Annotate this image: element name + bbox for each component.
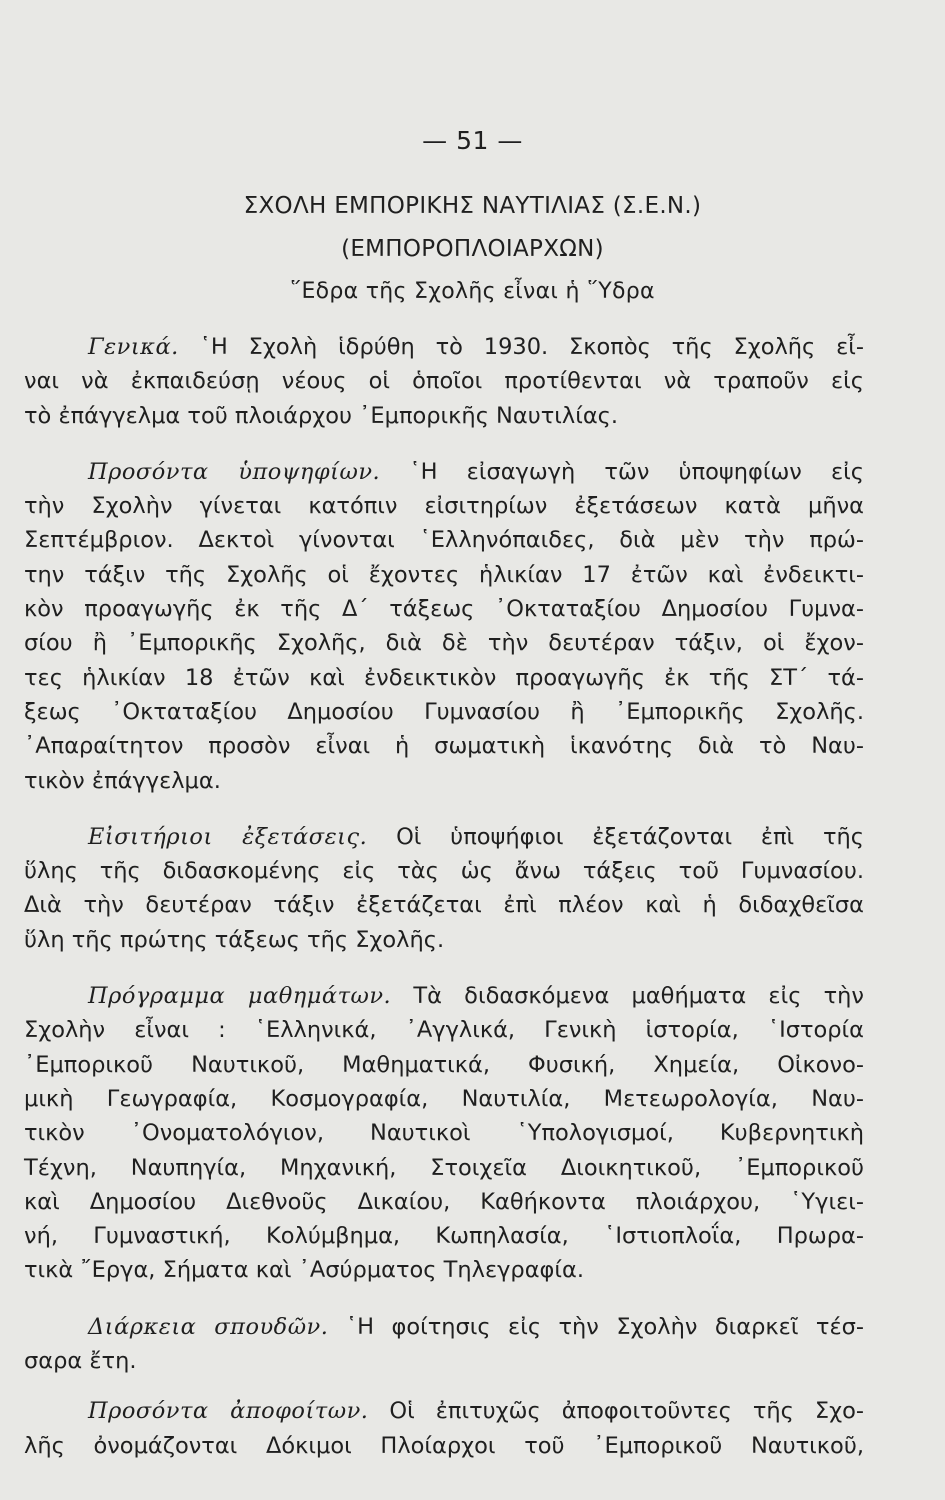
- paragraph-line: ᾿Απαραίτητον προσὸν εἶναι ἡ σωματικὴ ἱκανότης διὰ τὸ Ναυ-: [24, 733, 864, 760]
- paragraph-general: [24, 330, 864, 433]
- paragraph-lead: Προσόντα ὑποψηφίων.: [88, 458, 381, 485]
- paragraph-line: την τάξιν τῆς Σχολῆς οἱ ἔχοντες ἡλικίαν 17 ἐτῶν καὶ ἐνδεικτι-: [24, 561, 864, 588]
- school-title: ΣΧΟΛΗ ΕΜΠΟΡΙΚΗΣ ΝΑΥΤΙΛΙΑΣ (Σ.Ε.Ν.): [243, 193, 702, 219]
- paragraph-line: Σχολὴν εἶναι : ῾Ελληνικά, ᾿Αγγλικά, Γενικὴ ἱστορία, ῾Ιστορία: [24, 1017, 864, 1044]
- paragraph-line: Πρόγραμμα μαθημάτων. Τὰ διδασκόμενα μαθήματα εἰς τὴν: [88, 983, 864, 1010]
- paragraph-line: τὸ ἐπάγγελμα τοῦ πλοιάρχου ᾿Εμπορικῆς Ναυτιλίας.: [24, 402, 619, 429]
- paragraph-curriculum: [24, 979, 864, 1288]
- paragraph-line: ᾿Εμπορικοῦ Ναυτικοῦ, Μαθηματικά, Φυσική, Χημεία, Οἰκονο-: [24, 1051, 864, 1078]
- paragraph-lead: Εἰσιτήριοι ἐξετάσεις.: [88, 823, 368, 850]
- paragraph-line: σαρα ἔτη.: [24, 1348, 137, 1375]
- paragraph-graduate-qualifications: [24, 1394, 864, 1463]
- paragraph-lead: Προσόντα ἀποφοίτων.: [88, 1398, 369, 1425]
- paragraph-line: Προσόντα ὑποψηφίων. ῾Η εἰσαγωγὴ τῶν ὑποψηφίων εἰς: [88, 458, 864, 485]
- paragraph-line: καὶ Δημοσίου Διεθνοῦς Δικαίου, Καθήκοντα πλοιάρχου, ῾Υγιει-: [24, 1188, 864, 1215]
- paragraph-line: μικὴ Γεωγραφία, Κοσμογραφία, Ναυτιλία, Μετεωρολογία, Ναυ-: [24, 1085, 864, 1112]
- paragraph-lead: Γενικά.: [88, 334, 179, 360]
- school-seat: ῞Εδρα τῆς Σχολῆς εἶναι ἡ ῞Υδρα: [290, 279, 655, 304]
- paragraph-lead: Πρόγραμμα μαθημάτων.: [88, 983, 392, 1010]
- paragraph-line: νή, Γυμναστική, Κολύμβημα, Κωπηλασία, ῾Ιστιοπλοΐα, Πρωρα-: [24, 1223, 864, 1250]
- paragraph-line: Προσόντα ἀποφοίτων. Οἱ ἐπιτυχῶς ἀποφοιτοῦντες τῆς Σχο-: [88, 1398, 864, 1425]
- paragraph-line: ξεως ᾿Οκταταξίου Δημοσίου Γυμνασίου ἢ ᾿Εμπορικῆς Σχολῆς.: [24, 698, 864, 725]
- paragraph-line: Διάρκεια σπουδῶν. ῾Η φοίτησις εἰς τὴν Σχολὴν διαρκεῖ τέσ-: [88, 1313, 864, 1340]
- paragraph-study-duration: [24, 1310, 864, 1379]
- page-number: — 51 —: [422, 126, 523, 155]
- paragraph-line: τες ἡλικίαν 18 ἐτῶν καὶ ἐνδεικτικὸν προαγωγῆς ἐκ τῆς ΣΤ΄ τά-: [24, 664, 864, 691]
- paragraph-line: Εἰσιτήριοι ἐξετάσεις. Οἱ ὑποψήφιοι ἐξετάζονται ἐπὶ τῆς: [88, 823, 864, 850]
- paragraph-line: τικὰ ῎Εργα, Σήματα καὶ ᾿Ασύρματος Τηλεγραφία.: [24, 1257, 584, 1284]
- paragraph-entrance-exams: [24, 820, 864, 957]
- paragraph-lead: Διάρκεια σπουδῶν.: [88, 1313, 329, 1340]
- paragraph-line: σίου ἢ ᾿Εμπορικῆς Σχολῆς, διὰ δὲ τὴν δευτέραν τάξιν, οἱ ἔχον-: [24, 630, 864, 657]
- paragraph-line: Διὰ τὴν δευτέραν τάξιν ἐξετάζεται ἐπὶ πλέον καὶ ἡ διδαχθεῖσα: [24, 892, 864, 919]
- paragraph-line: ὕλης τῆς διδασκομένης εἰς τὰς ὡς ἄνω τάξεις τοῦ Γυμνασίου.: [24, 858, 864, 885]
- paragraph-line: τικὸν ᾿Ονοματολόγιον, Ναυτικοὶ ῾Υπολογισμοί, Κυβερνητικὴ: [24, 1120, 864, 1147]
- paragraph-line: τὴν Σχολὴν γίνεται κατόπιν εἰσιτηρίων ἐξετάσεων κατὰ μῆνα: [24, 493, 864, 520]
- paragraph-line: λῆς ὀνομάζονται Δόκιμοι Πλοίαρχοι τοῦ ᾿Εμπορικοῦ Ναυτικοῦ,: [24, 1432, 864, 1459]
- body-text: [24, 330, 864, 1485]
- paragraph-line: ναι νὰ ἐκπαιδεύσῃ νέους οἱ ὁποῖοι προτίθενται νὰ τραποῦν εἰς: [24, 368, 864, 395]
- paragraph-line: κὸν προαγωγῆς ἐκ τῆς Δ΄ τάξεως ᾿Οκταταξίου Δημοσίου Γυμνα-: [24, 596, 864, 623]
- paragraph-line: Γενικά. ῾Η Σχολὴ ἱδρύθη τὸ 1930. Σκοπὸς τῆς Σχολῆς εἶ-: [88, 334, 864, 360]
- paragraph-line: τικὸν ἐπάγγελμα.: [24, 767, 221, 794]
- paragraph-line: ὕλη τῆς πρώτης τάξεως τῆς Σχολῆς.: [24, 926, 445, 953]
- paragraph-candidate-qualifications: [24, 455, 864, 798]
- paragraph-line: Σεπτέμβριον. Δεκτοὶ γίνονται ῾Ελληνόπαιδες, διὰ μὲν τὴν πρώ-: [24, 527, 864, 554]
- school-subtitle: (ΕΜΠΟΡΟΠΛΟΙΑΡΧΩΝ): [341, 236, 604, 262]
- paragraph-line: Τέχνη, Ναυπηγία, Μηχανική, Στοιχεῖα Διοικητικοῦ, ᾿Εμπορικοῦ: [24, 1154, 864, 1181]
